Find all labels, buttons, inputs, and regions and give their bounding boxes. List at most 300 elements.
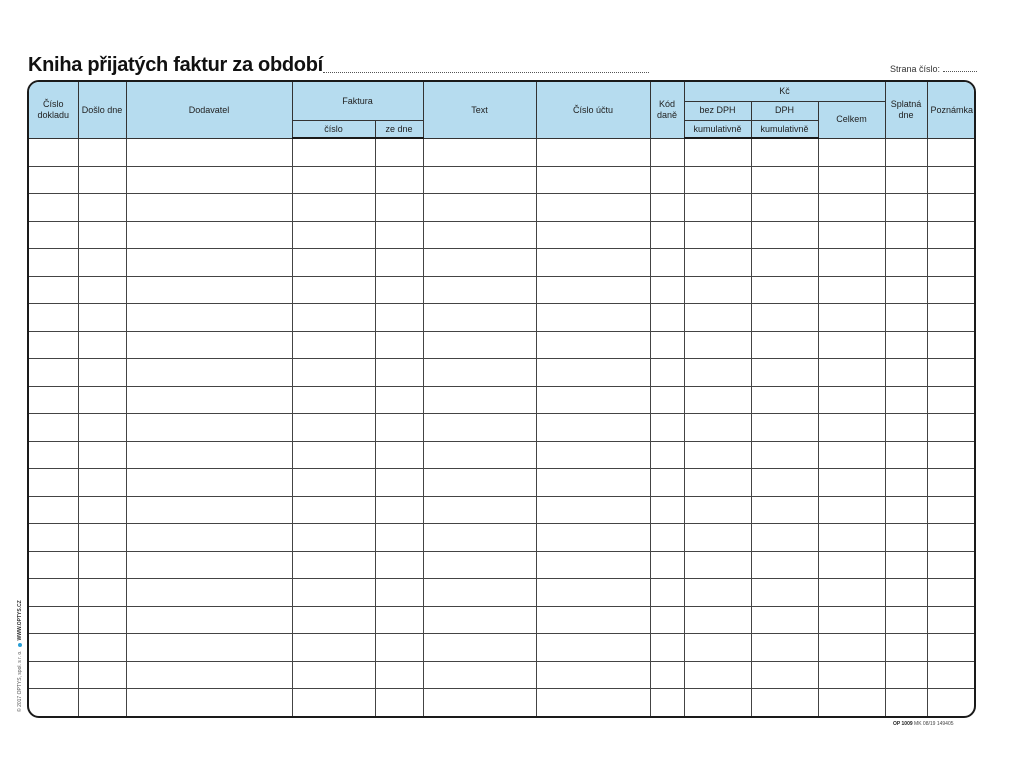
table-row (29, 689, 976, 716)
table-cell[interactable] (375, 138, 423, 166)
table-cell[interactable] (423, 441, 536, 469)
table-cell[interactable] (126, 524, 292, 552)
table-cell[interactable] (423, 414, 536, 442)
table-cell[interactable] (423, 606, 536, 634)
table-cell[interactable] (818, 469, 885, 497)
table-cell[interactable] (536, 551, 650, 579)
table-cell[interactable] (29, 386, 78, 414)
table-cell[interactable] (78, 469, 126, 497)
table-cell[interactable] (29, 661, 78, 689)
table-cell[interactable] (818, 579, 885, 607)
table-cell[interactable] (751, 551, 818, 579)
table-cell[interactable] (536, 414, 650, 442)
table-cell[interactable] (423, 359, 536, 387)
table-cell[interactable] (126, 331, 292, 359)
table-cell[interactable] (126, 138, 292, 166)
table-cell[interactable] (536, 386, 650, 414)
table-cell[interactable] (684, 606, 751, 634)
table-cell[interactable] (375, 551, 423, 579)
col-kc: Kč (684, 82, 885, 101)
table-cell[interactable] (536, 661, 650, 689)
table-cell[interactable] (536, 221, 650, 249)
table-cell[interactable] (684, 166, 751, 194)
table-cell[interactable] (818, 524, 885, 552)
table-cell[interactable] (292, 661, 375, 689)
table-cell[interactable] (375, 194, 423, 222)
table-cell[interactable] (885, 606, 927, 634)
table-cell[interactable] (684, 331, 751, 359)
table-row (29, 579, 976, 607)
page-number-fill-line (943, 71, 977, 72)
table-cell[interactable] (885, 551, 927, 579)
table-cell[interactable] (650, 331, 684, 359)
table-cell[interactable] (927, 304, 976, 332)
table-cell[interactable] (751, 524, 818, 552)
table-cell[interactable] (927, 249, 976, 277)
col-splatna-dne: Splatná dne (885, 82, 927, 138)
table-cell[interactable] (292, 441, 375, 469)
table-cell[interactable] (126, 221, 292, 249)
table-cell[interactable] (818, 496, 885, 524)
table-cell[interactable] (818, 441, 885, 469)
table-cell[interactable] (818, 304, 885, 332)
table-cell[interactable] (29, 276, 78, 304)
table-cell[interactable] (29, 606, 78, 634)
table-cell[interactable] (126, 276, 292, 304)
col-celkem: Celkem (818, 101, 885, 138)
table-cell[interactable] (684, 276, 751, 304)
table-cell[interactable] (536, 579, 650, 607)
table-cell[interactable] (650, 661, 684, 689)
table-cell[interactable] (375, 166, 423, 194)
table-cell[interactable] (126, 441, 292, 469)
table-cell[interactable] (885, 359, 927, 387)
table-cell[interactable] (818, 166, 885, 194)
table-cell[interactable] (751, 441, 818, 469)
table-cell[interactable] (423, 276, 536, 304)
table-cell[interactable] (375, 441, 423, 469)
table-cell[interactable] (927, 331, 976, 359)
table-cell[interactable] (126, 469, 292, 497)
table-cell[interactable] (423, 194, 536, 222)
table-cell[interactable] (126, 386, 292, 414)
table-cell[interactable] (536, 304, 650, 332)
table-cell[interactable] (423, 166, 536, 194)
form-code-number: OP 1009 (893, 721, 913, 727)
table-cell[interactable] (375, 359, 423, 387)
table-cell[interactable] (885, 524, 927, 552)
table-cell[interactable] (423, 138, 536, 166)
table-cell[interactable] (684, 579, 751, 607)
table-cell[interactable] (885, 689, 927, 716)
table-cell[interactable] (292, 579, 375, 607)
table-cell[interactable] (78, 276, 126, 304)
table-cell[interactable] (650, 138, 684, 166)
table-cell[interactable] (650, 634, 684, 662)
table-cell[interactable] (684, 634, 751, 662)
table-cell[interactable] (927, 524, 976, 552)
table-cell[interactable] (818, 661, 885, 689)
table-cell[interactable] (885, 579, 927, 607)
table-cell[interactable] (684, 304, 751, 332)
table-cell[interactable] (751, 304, 818, 332)
table-cell[interactable] (375, 524, 423, 552)
col-bez-dph-kumulativne: kumulativně (684, 120, 751, 138)
table-cell[interactable] (126, 606, 292, 634)
table-cell[interactable] (292, 166, 375, 194)
table-cell[interactable] (78, 524, 126, 552)
table-cell[interactable] (885, 634, 927, 662)
table-cell[interactable] (650, 166, 684, 194)
table-cell[interactable] (29, 551, 78, 579)
table-cell[interactable] (684, 359, 751, 387)
table-row (29, 221, 976, 249)
table-cell[interactable] (650, 304, 684, 332)
table-cell[interactable] (29, 194, 78, 222)
table-cell[interactable] (78, 138, 126, 166)
table-cell[interactable] (292, 606, 375, 634)
table-cell[interactable] (29, 496, 78, 524)
table-cell[interactable] (818, 138, 885, 166)
table-cell[interactable] (751, 138, 818, 166)
table-cell[interactable] (292, 386, 375, 414)
table-cell[interactable] (29, 689, 78, 716)
table-cell[interactable] (126, 689, 292, 716)
table-cell[interactable] (78, 386, 126, 414)
table-cell[interactable] (292, 194, 375, 222)
table-cell[interactable] (78, 551, 126, 579)
table-cell[interactable] (375, 386, 423, 414)
table-cell[interactable] (885, 138, 927, 166)
table-cell[interactable] (78, 441, 126, 469)
table-cell[interactable] (126, 496, 292, 524)
table-cell[interactable] (536, 441, 650, 469)
table-cell[interactable] (536, 606, 650, 634)
table-cell[interactable] (375, 331, 423, 359)
table-cell[interactable] (126, 194, 292, 222)
table-cell[interactable] (536, 249, 650, 277)
table-cell[interactable] (885, 386, 927, 414)
table-cell[interactable] (78, 634, 126, 662)
table-cell[interactable] (292, 524, 375, 552)
table-cell[interactable] (684, 138, 751, 166)
table-row (29, 606, 976, 634)
table-cell[interactable] (650, 414, 684, 442)
table-cell[interactable] (375, 661, 423, 689)
period-fill-line (323, 72, 649, 73)
table-cell[interactable] (751, 689, 818, 716)
table-cell[interactable] (650, 386, 684, 414)
table-cell[interactable] (423, 661, 536, 689)
table-cell[interactable] (751, 276, 818, 304)
table-cell[interactable] (650, 276, 684, 304)
table-cell[interactable] (375, 276, 423, 304)
table-cell[interactable] (650, 469, 684, 497)
table-cell[interactable] (684, 441, 751, 469)
table-cell[interactable] (818, 414, 885, 442)
table-cell[interactable] (375, 634, 423, 662)
table-cell[interactable] (927, 606, 976, 634)
table-cell[interactable] (684, 469, 751, 497)
table-cell[interactable] (885, 276, 927, 304)
table-cell[interactable] (751, 331, 818, 359)
table-cell[interactable] (885, 469, 927, 497)
col-bez-dph: bez DPH (684, 101, 751, 120)
table-cell[interactable] (536, 634, 650, 662)
table-cell[interactable] (751, 634, 818, 662)
table-cell[interactable] (126, 661, 292, 689)
table-cell[interactable] (650, 221, 684, 249)
table-cell[interactable] (292, 221, 375, 249)
table-cell[interactable] (818, 551, 885, 579)
table-cell[interactable] (78, 689, 126, 716)
table-cell[interactable] (927, 166, 976, 194)
table-cell[interactable] (375, 414, 423, 442)
table-cell[interactable] (751, 661, 818, 689)
table-cell[interactable] (684, 496, 751, 524)
table-cell[interactable] (126, 249, 292, 277)
table-cell[interactable] (126, 359, 292, 387)
table-cell[interactable] (818, 386, 885, 414)
table-cell[interactable] (375, 304, 423, 332)
table-cell[interactable] (927, 551, 976, 579)
table-cell[interactable] (375, 689, 423, 716)
table-cell[interactable] (885, 249, 927, 277)
table-row (29, 138, 976, 166)
table-cell[interactable] (885, 441, 927, 469)
table-row (29, 386, 976, 414)
table-cell[interactable] (885, 496, 927, 524)
table-cell[interactable] (927, 359, 976, 387)
table-cell[interactable] (536, 138, 650, 166)
table-cell[interactable] (536, 469, 650, 497)
table-cell[interactable] (751, 386, 818, 414)
table-cell[interactable] (78, 606, 126, 634)
table-cell[interactable] (536, 276, 650, 304)
table-cell[interactable] (751, 194, 818, 222)
table-cell[interactable] (29, 331, 78, 359)
col-dodavatel: Dodavatel (126, 82, 292, 138)
table-cell[interactable] (927, 496, 976, 524)
table-cell[interactable] (292, 689, 375, 716)
table-cell[interactable] (29, 469, 78, 497)
table-cell[interactable] (751, 579, 818, 607)
table-cell[interactable] (423, 634, 536, 662)
table-cell[interactable] (375, 221, 423, 249)
table-cell[interactable] (78, 249, 126, 277)
table-cell[interactable] (375, 606, 423, 634)
table-cell[interactable] (78, 414, 126, 442)
table-cell[interactable] (29, 579, 78, 607)
table-cell[interactable] (78, 579, 126, 607)
table-cell[interactable] (78, 304, 126, 332)
table-cell[interactable] (536, 689, 650, 716)
table-cell[interactable] (78, 331, 126, 359)
table-cell[interactable] (751, 166, 818, 194)
table-cell[interactable] (650, 524, 684, 552)
col-dph: DPH (751, 101, 818, 120)
table-cell[interactable] (650, 606, 684, 634)
table-cell[interactable] (29, 304, 78, 332)
table-cell[interactable] (684, 386, 751, 414)
table-cell[interactable] (423, 221, 536, 249)
table-cell[interactable] (423, 496, 536, 524)
table-cell[interactable] (927, 138, 976, 166)
table-cell[interactable] (423, 689, 536, 716)
table-row (29, 304, 976, 332)
table-cell[interactable] (78, 194, 126, 222)
table-cell[interactable] (29, 524, 78, 552)
table-cell[interactable] (818, 276, 885, 304)
table-cell[interactable] (885, 304, 927, 332)
table-cell[interactable] (650, 359, 684, 387)
table-cell[interactable] (292, 249, 375, 277)
table-cell[interactable] (536, 166, 650, 194)
table-cell[interactable] (818, 689, 885, 716)
table-cell[interactable] (29, 414, 78, 442)
table-cell[interactable] (751, 496, 818, 524)
table-cell[interactable] (818, 221, 885, 249)
table-cell[interactable] (818, 331, 885, 359)
table-cell[interactable] (126, 551, 292, 579)
table-cell[interactable] (751, 606, 818, 634)
table-cell[interactable] (423, 551, 536, 579)
table-cell[interactable] (29, 441, 78, 469)
table-cell[interactable] (650, 441, 684, 469)
table-cell[interactable] (751, 469, 818, 497)
table-cell[interactable] (536, 359, 650, 387)
table-cell[interactable] (885, 221, 927, 249)
table-cell[interactable] (818, 249, 885, 277)
col-faktura-ze-dne: ze dne (375, 120, 423, 138)
table-cell[interactable] (292, 359, 375, 387)
table-cell[interactable] (927, 689, 976, 716)
table-cell[interactable] (684, 689, 751, 716)
table-cell[interactable] (751, 221, 818, 249)
table-cell[interactable] (78, 166, 126, 194)
table-body (29, 138, 976, 716)
form-code-detail: MK 08/19 149405 (914, 721, 954, 727)
table-cell[interactable] (927, 634, 976, 662)
table-cell[interactable] (292, 331, 375, 359)
table-cell[interactable] (536, 331, 650, 359)
table-cell[interactable] (684, 194, 751, 222)
table-cell[interactable] (375, 579, 423, 607)
table-cell[interactable] (818, 606, 885, 634)
table-cell[interactable] (78, 496, 126, 524)
table-cell[interactable] (885, 166, 927, 194)
table-cell[interactable] (292, 634, 375, 662)
table-cell[interactable] (650, 194, 684, 222)
table-cell[interactable] (423, 331, 536, 359)
table-cell[interactable] (375, 496, 423, 524)
table-cell[interactable] (126, 634, 292, 662)
table-cell[interactable] (292, 276, 375, 304)
table-cell[interactable] (684, 524, 751, 552)
table-cell[interactable] (650, 551, 684, 579)
table-cell[interactable] (536, 194, 650, 222)
table-row (29, 166, 976, 194)
table-cell[interactable] (927, 414, 976, 442)
table-cell[interactable] (126, 414, 292, 442)
table-cell[interactable] (684, 551, 751, 579)
table-cell[interactable] (684, 414, 751, 442)
table-cell[interactable] (29, 634, 78, 662)
col-faktura: Faktura (292, 82, 423, 120)
table-cell[interactable] (818, 359, 885, 387)
page-title: Kniha přijatých faktur za období (28, 54, 323, 76)
table-cell[interactable] (29, 359, 78, 387)
table-cell[interactable] (78, 661, 126, 689)
table-cell[interactable] (650, 249, 684, 277)
table-cell[interactable] (292, 138, 375, 166)
table-cell[interactable] (927, 194, 976, 222)
table-cell[interactable] (927, 221, 976, 249)
table-cell[interactable] (751, 249, 818, 277)
ledger-table (29, 82, 976, 716)
table-cell[interactable] (536, 496, 650, 524)
col-kod-dane: Kód daně (650, 82, 684, 138)
invoice-ledger-form (27, 80, 976, 718)
table-cell[interactable] (927, 661, 976, 689)
table-cell[interactable] (885, 331, 927, 359)
table-cell[interactable] (29, 138, 78, 166)
table-cell[interactable] (684, 661, 751, 689)
table-cell[interactable] (29, 166, 78, 194)
table-cell[interactable] (423, 579, 536, 607)
table-cell[interactable] (927, 579, 976, 607)
table-cell[interactable] (126, 166, 292, 194)
table-cell[interactable] (650, 579, 684, 607)
table-cell[interactable] (927, 441, 976, 469)
table-cell[interactable] (29, 249, 78, 277)
table-cell[interactable] (818, 194, 885, 222)
table-cell[interactable] (375, 469, 423, 497)
table-cell[interactable] (885, 414, 927, 442)
table-cell[interactable] (126, 579, 292, 607)
table-cell[interactable] (885, 661, 927, 689)
table-cell[interactable] (650, 496, 684, 524)
table-cell[interactable] (29, 221, 78, 249)
table-cell[interactable] (126, 304, 292, 332)
table-cell[interactable] (536, 524, 650, 552)
table-cell[interactable] (927, 469, 976, 497)
table-cell[interactable] (423, 386, 536, 414)
table-cell[interactable] (684, 221, 751, 249)
table-row (29, 194, 976, 222)
table-cell[interactable] (292, 304, 375, 332)
table-cell[interactable] (818, 634, 885, 662)
table-cell[interactable] (78, 221, 126, 249)
table-cell[interactable] (292, 551, 375, 579)
table-cell[interactable] (78, 359, 126, 387)
table-cell[interactable] (927, 386, 976, 414)
table-cell[interactable] (927, 276, 976, 304)
table-cell[interactable] (684, 249, 751, 277)
table-cell[interactable] (423, 249, 536, 277)
table-cell[interactable] (292, 414, 375, 442)
table-cell[interactable] (375, 249, 423, 277)
table-cell[interactable] (751, 359, 818, 387)
table-cell[interactable] (292, 496, 375, 524)
table-cell[interactable] (423, 304, 536, 332)
table-cell[interactable] (423, 469, 536, 497)
table-cell[interactable] (423, 524, 536, 552)
table-cell[interactable] (885, 194, 927, 222)
table-cell[interactable] (650, 689, 684, 716)
table-cell[interactable] (292, 469, 375, 497)
table-cell[interactable] (751, 414, 818, 442)
